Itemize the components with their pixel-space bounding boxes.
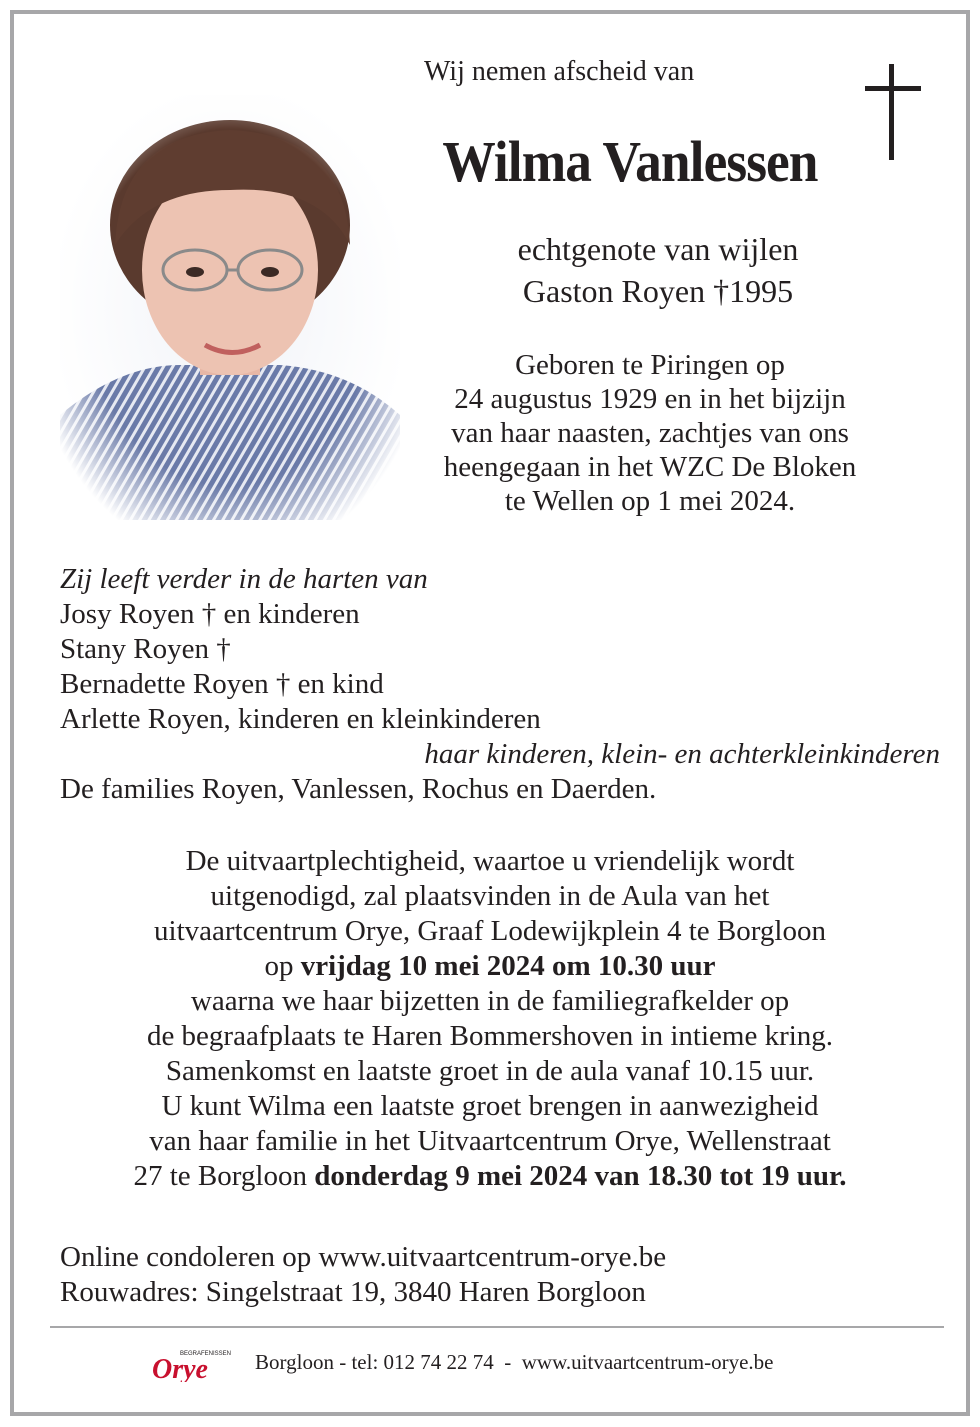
intro-text: Wij nemen afscheid van [424, 56, 695, 87]
funeral-date-prefix: op [264, 950, 294, 982]
funeral-line: U kunt Wilma een laatste groet brengen in aanwezigheid [161, 1090, 819, 1122]
spouse-name: Gaston Royen †1995 [522, 273, 794, 309]
viewing-line [40, 1159, 940, 1194]
survivor-line: Bernadette Royen † en kind [60, 668, 384, 700]
viewing-date: donderdag 9 mei 2024 van 18.30 tot 19 uur. [314, 1160, 847, 1192]
funeral-line: uitvaartcentrum Orye, Graaf Lodewijkplein 4 te Borgloon [154, 915, 826, 947]
families-line: De families Royen, Vanlessen, Rochus en Daerden. [60, 773, 657, 805]
funeral-date-line [40, 949, 940, 984]
survivors-heading: Zij leeft verder in de harten van [60, 563, 428, 595]
spouse-block [430, 228, 886, 312]
deceased-name: Wilma Vanlessen [442, 129, 818, 194]
funeral-line: De uitvaartplechtigheid, waartoe u vriendelijk wordt [185, 845, 795, 877]
logo-subtitle: BEGRAFENISSEN [180, 1351, 232, 1357]
footer-divider [50, 1326, 944, 1328]
survivor-line: Josy Royen † en kinderen [60, 598, 360, 630]
survivors-block [60, 562, 940, 807]
funeral-date: vrijdag 10 mei 2024 om 10.30 uur [300, 950, 716, 982]
portrait-illustration [60, 95, 400, 520]
funeral-block [40, 844, 940, 1194]
birth-line: heengegaan in het WZC De Bloken [443, 451, 857, 483]
funeral-line: waarna we haar bijzetten in de familiegrafkelder op [190, 985, 790, 1017]
survivor-line: Arlette Royen, kinderen en kleinkinderen [60, 703, 541, 735]
online-condolence: Online condoleren op www.uitvaartcentrum-orye.be [60, 1241, 667, 1273]
contact-block [60, 1240, 940, 1310]
grandchildren-line: haar kinderen, klein- en achterkleinkinderen [424, 738, 940, 770]
footer [150, 1346, 950, 1382]
funeral-line: de begraafplaats te Haren Bommershoven in intieme kring. [146, 1020, 834, 1052]
viewing-prefix: 27 te Borgloon [133, 1160, 307, 1192]
funeral-line: uitgenodigd, zal plaatsvinden in de Aula van het [210, 880, 770, 912]
funeral-line: van haar familie in het Uitvaartcentrum Orye, Wellenstraat [149, 1125, 831, 1157]
mourning-address: Rouwadres: Singelstraat 19, 3840 Haren Borgloon [60, 1276, 646, 1308]
portrait-photo [60, 95, 400, 520]
spouse-line: echtgenote van wijlen [517, 231, 799, 267]
orye-logo [150, 1346, 240, 1382]
survivor-line: Stany Royen † [60, 633, 231, 665]
birth-line: te Wellen op 1 mei 2024. [504, 485, 796, 517]
birth-line: Geboren te Piringen op [515, 349, 785, 381]
funeral-line: Samenkomst en laatste groet in de aula vanaf 10.15 uur. [165, 1055, 815, 1087]
birth-line: van haar naasten, zachtjes van ons [451, 417, 849, 449]
birth-line: 24 augustus 1929 en in het bijzijn [454, 383, 846, 415]
footer-contact: Borgloon - tel: 012 74 22 74 - www.uitvaartcentrum-orye.be [255, 1350, 774, 1374]
logo-name: Orye [152, 1354, 208, 1382]
birth-death-block [400, 348, 900, 518]
cross-icon [865, 64, 921, 160]
